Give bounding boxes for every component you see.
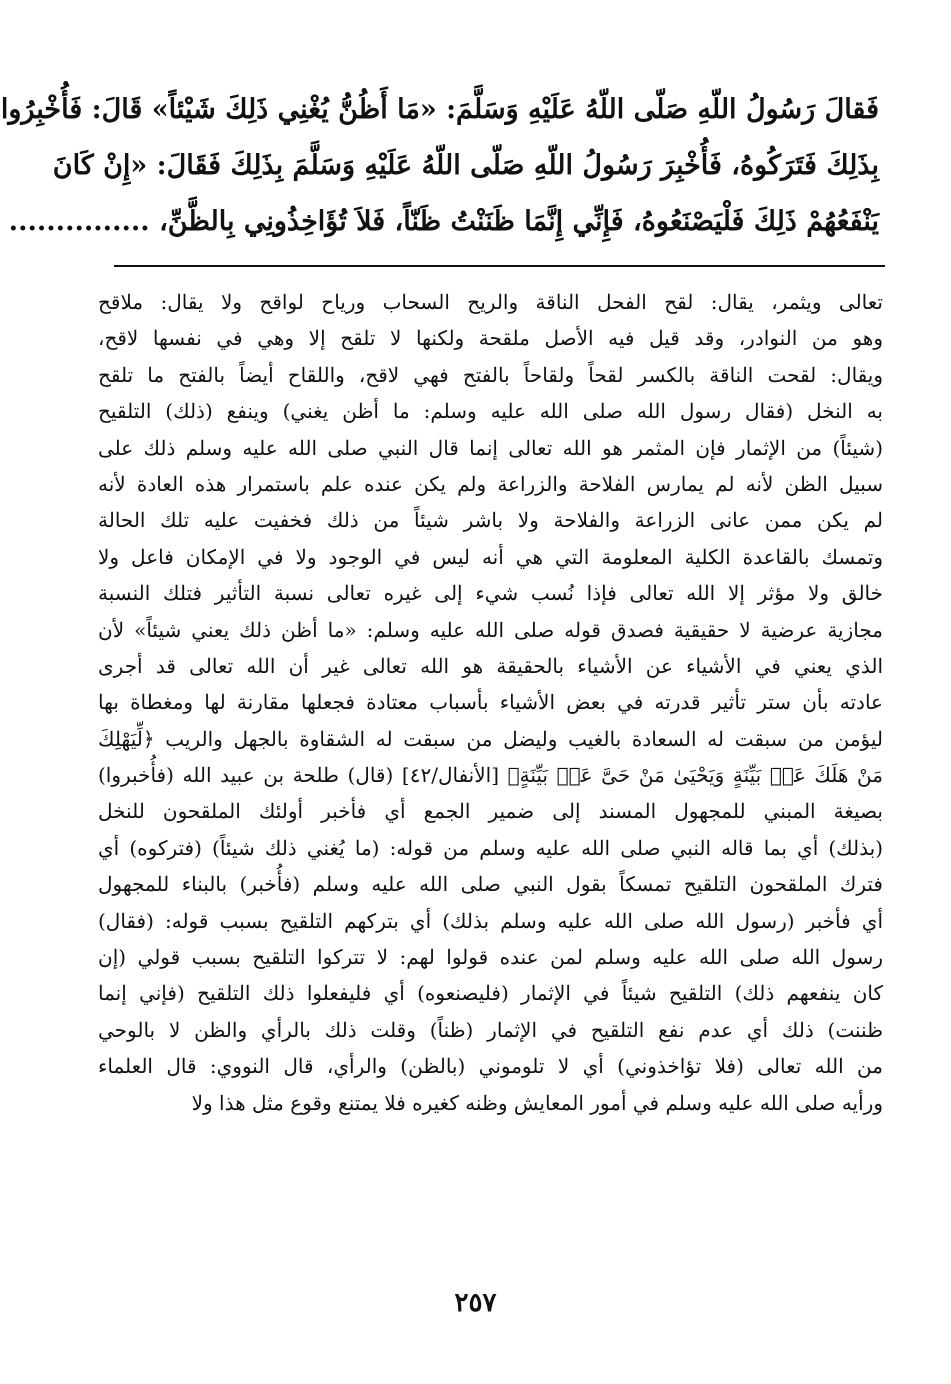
commentary-line: ورأيه صلى الله عليه وسلم في أمور المعايش وظنه كغيره فلا يمتنع وقوع مثل هذا ولا [191, 1090, 883, 1115]
commentary-line: تعالى ويثمر، يقال: لقح الفحل الناقة والريح السحاب ورياح لواقح ولا يقال: ملاقح [98, 290, 883, 314]
footnote-separator [114, 265, 885, 267]
commentary-line: وتمسك بالقاعدة الكلية المعلومة التي هي أنه ليس في الوجود ولا في الإمكان فاعل ولا [98, 544, 883, 569]
commentary-line: فترك الملقحون التلقيح تمسكاً بقول النبي صلى الله عليه وسلم (فأُخبر) بالبناء للمجهول [98, 872, 883, 897]
commentary-line: أي فأخبر (رسول الله صلى الله عليه وسلم بذلك) أي بتركهم التلقيح بسبب قوله: (فقال) [98, 908, 883, 933]
commentary-line: به النخل (فقال رسول الله صلى الله عليه وسلم: ما أظن يغني) وينفع (ذلك) التلقيح [98, 399, 883, 424]
commentary-line: من الله تعالى (فلا تؤاخذوني) أي لا تلوموني (بالظن) والرأي، قال النووي: قال العلماء [98, 1054, 883, 1079]
hadith-text [0, 82, 879, 250]
commentary-line: الذي يعني في الأشياء عن الأشياء بالحقيقة هو الله تعالى غير أن الله تعالى قد أجرى [98, 653, 883, 678]
commentary-line: رسول الله صلى الله عليه وسلم لمن عنده قولوا لهم: لا تتركوا التلقيح بسبب قولي (إن [98, 945, 883, 970]
commentary-line: مجازية عرضية لا حقيقية فصدق قوله صلى الله عليه وسلم: «ما أظن ذلك يعني شيئاً» لأن [98, 617, 883, 642]
page-number: ٢٥٧ [454, 1288, 497, 1318]
hadith-line: يَنْفَعُهُمْ ذَلِكَ فَلْيَصْنَعُوهُ، فَإِنِّي إِنَّمَا ظَنَنْتُ ظَنّاً، فَلاَ تُؤَاخِذُونِي بِالظَّنِّ، ............... [8, 206, 879, 237]
commentary-line: لم يكن ممن عانى الزراعة والفلاحة ولا باشر شيئاً من ذلك فخفيت عليه تلك الحالة [98, 508, 883, 533]
commentary-line: ويقال: لقحت الناقة بالكسر لقحاً ولقاحاً بالفتح فهي لاقح، واللقاح أيضاً بالفتح ما تلقح [98, 362, 884, 387]
commentary-line: ليؤمن من سبقت له السعادة بالغيب وليضل من سبقت له الشقاوة بالجهل والريب ﴿لِّيَهْلِكَ [98, 726, 883, 751]
commentary-line: بصيغة المبني للمجهول المسند إلى ضمير الجمع أي فأخبر أولئك الملقحون للنخل [98, 799, 883, 824]
commentary-line: ظننت) ذلك أي عدم نفع التلقيح في الإثمار (ظناً) وقلت ذلك بالرأي والظن لا بالوحي [98, 1017, 883, 1042]
commentary-line: مَنْ هَلَكَ عَنۢ بَيِّنَةٍ وَيَحْيَىٰ مَنْ حَىَّ عَنۢ بَيِّنَةٍ﴾ [الأنفال/٤٢] (قال) طلحة بن عبيد الله (فأُخبروا) [98, 763, 883, 788]
commentary-line: وهو من النوادر، وقد قيل فيه الأصل ملقحة ولكنها لا تلقح إلا وهي في نفسها لاقح، [98, 326, 883, 351]
commentary-line: خالق ولا مؤثر إلا الله تعالى فإذا نُسب شيء إلى غيره تعالى نسبة التأثير فتلك النسبة [98, 581, 883, 606]
commentary-line: (شيئاً) من الإثمار فإن المثمر هو الله تعالى إنما قال النبي صلى الله عليه وسلم ذلك على [98, 435, 883, 460]
hadith-line: بِذَلِكَ فَتَرَكُوهُ، فَأُخْبِرَ رَسُولُ اللّهِ صَلّى اللّهُ عَلَيْهِ وَسَلَّمَ بِذَلِكَ فَقَالَ: «إِنْ كَانَ [52, 150, 879, 181]
commentary-line: كان ينفعهم ذلك) التلقيح شيئاً في الإثمار (فليصنعوه) أي فليفعلوا ذلك التلقيح (فإني إنما [98, 981, 883, 1006]
commentary-text [98, 284, 883, 1121]
commentary-line: عادته بأن ستر تأثير قدرته في بعض الأشياء بأسباب معتادة فجعلها مقارنة لها ومغطاة بها [98, 690, 883, 715]
hadith-line: فَقالَ رَسُولُ اللّهِ صَلّى اللّهُ عَلَيْهِ وَسَلَّمَ: «مَا أَظُنُّ يُغْنِي ذَلِكَ شَيْئاً» قَالَ: فَأُخْبِرُوا [0, 94, 879, 125]
commentary-line: (بذلك) أي بما قاله النبي صلى الله عليه وسلم من قوله: (ما يُغني ذلك شيئاً) (فتركوه) أي [98, 835, 883, 860]
commentary-line: سبيل الظن لأنه لم يمارس الفلاحة والزراعة ولم يكن عنده علم باستمرار هذه العادة لأنه [98, 471, 883, 496]
